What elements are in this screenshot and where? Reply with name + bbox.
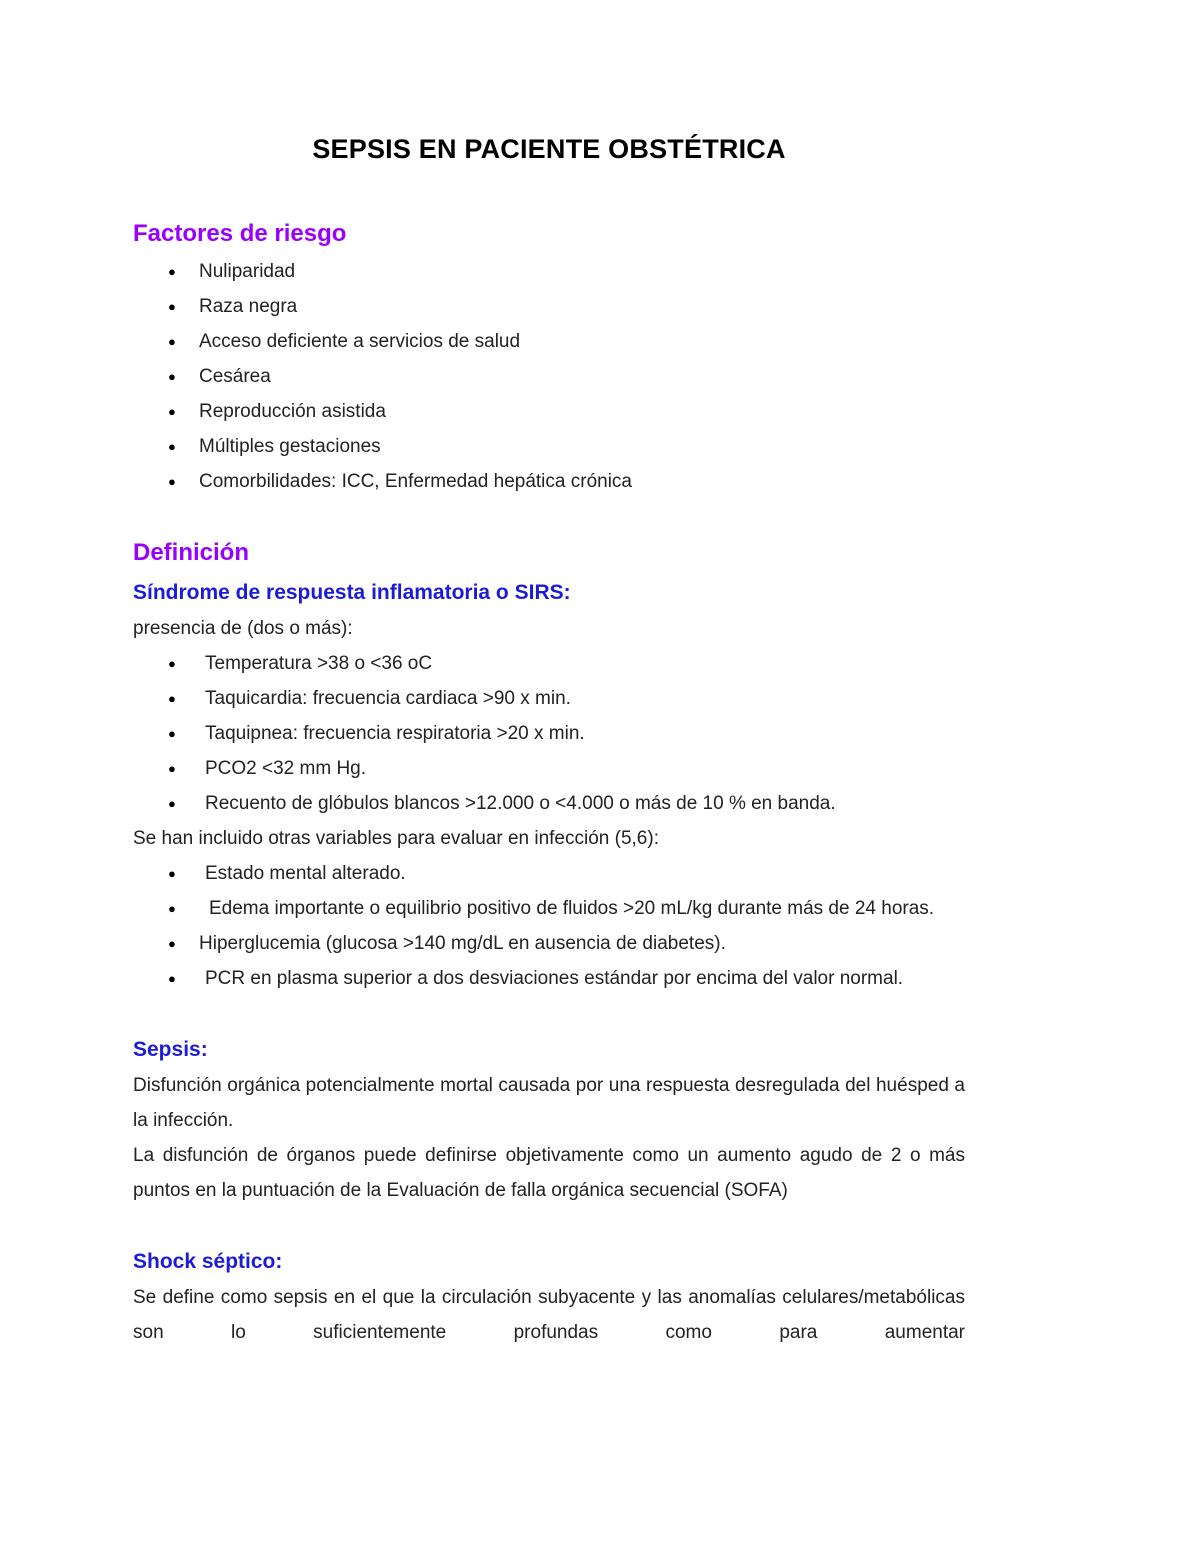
list-item: ● Múltiples gestaciones (133, 429, 965, 464)
heading-sepsis: Sepsis: (133, 1038, 208, 1061)
bullet-icon: ● (168, 264, 176, 279)
list-item: ● PCO2 <32 mm Hg. (133, 751, 965, 786)
bullet-icon: ● (168, 439, 176, 454)
list-item: ● Cesárea (133, 359, 965, 394)
bullet-icon: ● (168, 901, 176, 916)
factores-list (133, 254, 965, 499)
list-item: ● Reproducción asistida (133, 394, 965, 429)
bullet-icon: ● (168, 761, 176, 776)
sirs-intro: presencia de (dos o más): (133, 618, 353, 639)
heading-definicion: Definición (133, 539, 250, 566)
heading-shock-septico: Shock séptico: (133, 1250, 283, 1273)
document-body (133, 216, 965, 1350)
sirs-extra-intro: Se han incluido otras variables para evaluar en infección (5,6): (133, 828, 659, 849)
bullet-icon: ● (168, 656, 176, 671)
list-item: ● Taquipnea: frecuencia respiratoria >20 x min. (133, 716, 965, 751)
bullet-icon: ● (168, 691, 176, 706)
bullet-icon: ● (168, 796, 176, 811)
list-item: ● Temperatura >38 o <36 oC (133, 646, 965, 681)
bullet-icon: ● (168, 404, 176, 419)
bullet-icon: ● (168, 971, 176, 986)
list-item: ● Nuliparidad (133, 254, 965, 289)
sirs-extra-list (133, 856, 965, 996)
bullet-icon: ● (168, 726, 176, 741)
bullet-icon: ● (168, 936, 176, 951)
list-item: ● Edema importante o equilibrio positivo de fluidos >20 mL/kg durante más de 24 horas. (133, 891, 965, 926)
bullet-icon: ● (168, 334, 176, 349)
sirs-list (133, 646, 965, 821)
document-title: SEPSIS EN PACIENTE OBSTÉTRICA (312, 134, 786, 164)
heading-sirs: Síndrome de respuesta inflamatoria o SIRS: (133, 581, 571, 604)
list-item: ● Raza negra (133, 289, 965, 324)
list-item: ● PCR en plasma superior a dos desviaciones estándar por encima del valor normal. (133, 961, 965, 996)
bullet-icon: ● (168, 299, 176, 314)
list-item: ● Taquicardia: frecuencia cardiaca >90 x min. (133, 681, 965, 716)
heading-factores-riesgo: Factores de riesgo (133, 220, 347, 247)
sepsis-paragraph-1: Disfunción orgánica potencialmente mortal causada por una respuesta desregulada del huésped a la infección. (133, 1075, 965, 1131)
shock-paragraph: Se define como sepsis en el que la circulación subyacente y las anomalías celulares/metabólicas son lo suficientemente profundas como para aumentar (133, 1287, 965, 1343)
bullet-icon: ● (168, 369, 176, 384)
list-item: ● Recuento de glóbulos blancos >12.000 o <4.000 o más de 10 % en banda. (133, 786, 965, 821)
sepsis-paragraph-2: La disfunción de órganos puede definirse objetivamente como un aumento agudo de 2 o más puntos en la puntuación de la Evaluación de falla orgánica secuencial (SOFA) (133, 1145, 965, 1201)
list-item: ● Hiperglucemia (glucosa >140 mg/dL en ausencia de diabetes). (133, 926, 965, 961)
list-item: ● Acceso deficiente a servicios de salud (133, 324, 965, 359)
list-item: ● Estado mental alterado. (133, 856, 965, 891)
bullet-icon: ● (168, 474, 176, 489)
bullet-icon: ● (168, 866, 176, 881)
list-item: ● Comorbilidades: ICC, Enfermedad hepática crónica (133, 464, 965, 499)
